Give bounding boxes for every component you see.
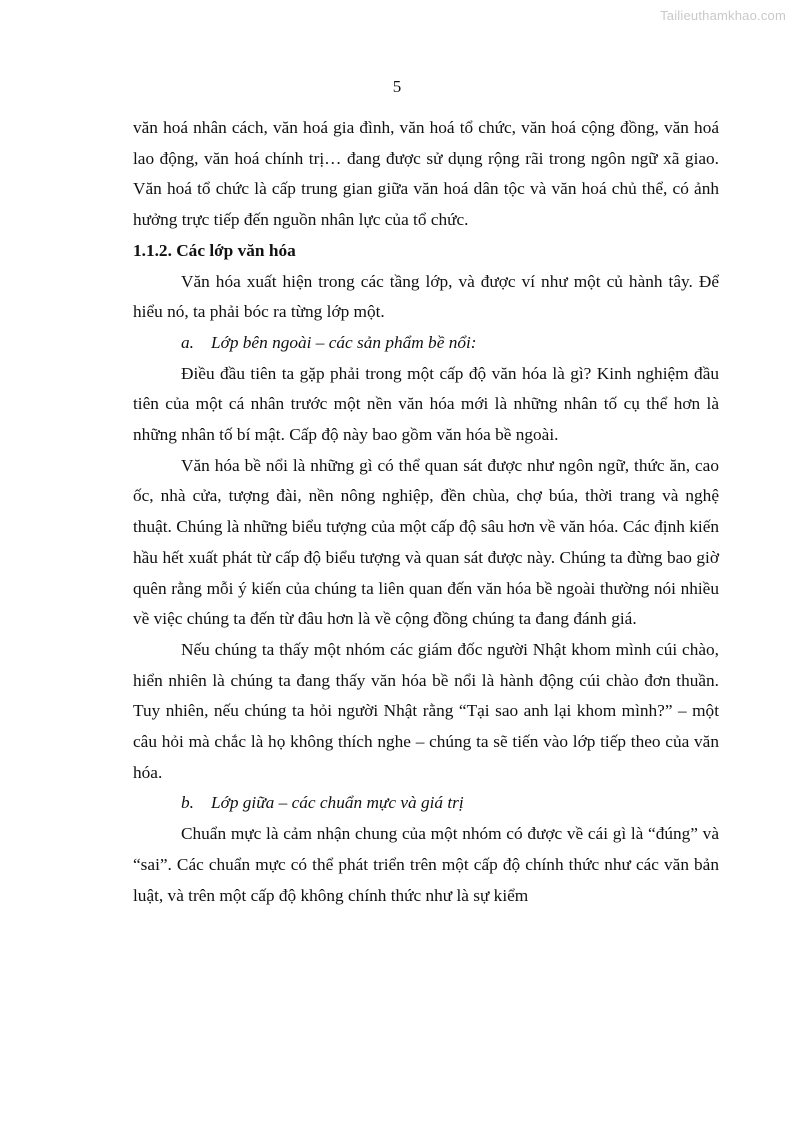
paragraph-surface-culture: Văn hóa bề nổi là những gì có thể quan sát được như ngôn ngữ, thức ăn, cao ốc, nhà cửa, tượng đài, nền nông nghiệp, đền chùa, chợ búa, thời trang và nghệ thuật. Chúng là những biểu tượng của một cấp độ sâu hơn về văn hóa. Các định kiến hầu hết xuất phát từ cấp độ biểu tượng và quan sát được này. Chúng ta đừng bao giờ quên rằng mỗi ý kiến của chúng ta liên quan đến văn hóa bề ngoài thường nói nhiều về việc chúng ta đến từ đâu hơn là về cộng đồng chúng ta đang đánh giá.	[133, 455, 719, 629]
subsection-a-title: Lớp bên ngoài – các sản phẩm bề nổi:	[211, 332, 477, 352]
page-number: 5	[392, 77, 402, 96]
paragraph-onion-intro: Văn hóa xuất hiện trong các tầng lớp, và được ví như một củ hành tây. Để hiểu nó, ta phải bóc ra từng lớp một.	[133, 271, 719, 322]
paragraph-japanese-bow: Nếu chúng ta thấy một nhóm các giám đốc người Nhật khom mình cúi chào, hiển nhiên là chúng ta đang thấy văn hóa bề nổi là hành động cúi chào đơn thuần. Tuy nhiên, nếu chúng ta hỏi người Nhật rằng “Tại sao anh lại khom mình?” – một câu hỏi mà chắc là họ không thích nghe – chúng ta sẽ tiến vào lớp tiếp theo của văn hóa.	[133, 639, 719, 782]
paragraph-first-encounter: Điều đầu tiên ta gặp phải trong một cấp độ văn hóa là gì? Kinh nghiệm đầu tiên của một cá nhân trước một nền văn hóa mới là những nhân tố cụ thể hơn là những nhân tố bí mật. Cấp độ này bao gồm văn hóa bề ngoài.	[133, 363, 719, 445]
subsection-b-marker: b.	[181, 793, 194, 813]
paragraph-continuation: văn hoá nhân cách, văn hoá gia đình, văn hoá tổ chức, văn hoá cộng đồng, văn hoá lao động, văn hoá chính trị… đang được sử dụng rộng rãi trong ngôn ngữ xã giao. Văn hoá tổ chức là cấp trung gian giữa văn hoá dân tộc và văn hoá chủ thể, có ảnh hưởng trực tiếp đến nguồn nhân lực của tổ chức.	[133, 118, 719, 230]
paragraph-norms: Chuẩn mực là cảm nhận chung của một nhóm có được về cái gì là “đúng” và “sai”. Các chuẩn mực có thể phát triển trên một cấp độ chính thức như các văn bản luật, và trên một cấp độ không chính thức như là sự kiểm	[133, 824, 719, 905]
subsection-b-heading	[133, 788, 719, 819]
subsection-a-marker: a.	[181, 332, 194, 352]
section-heading: 1.1.2. Các lớp văn hóa	[133, 240, 296, 260]
subsection-b-title: Lớp giữa – các chuẩn mực và giá trị	[211, 793, 464, 813]
watermark: Tailieuthamkhao.com	[660, 8, 786, 23]
subsection-a-heading	[133, 328, 719, 359]
document-body	[133, 113, 719, 911]
